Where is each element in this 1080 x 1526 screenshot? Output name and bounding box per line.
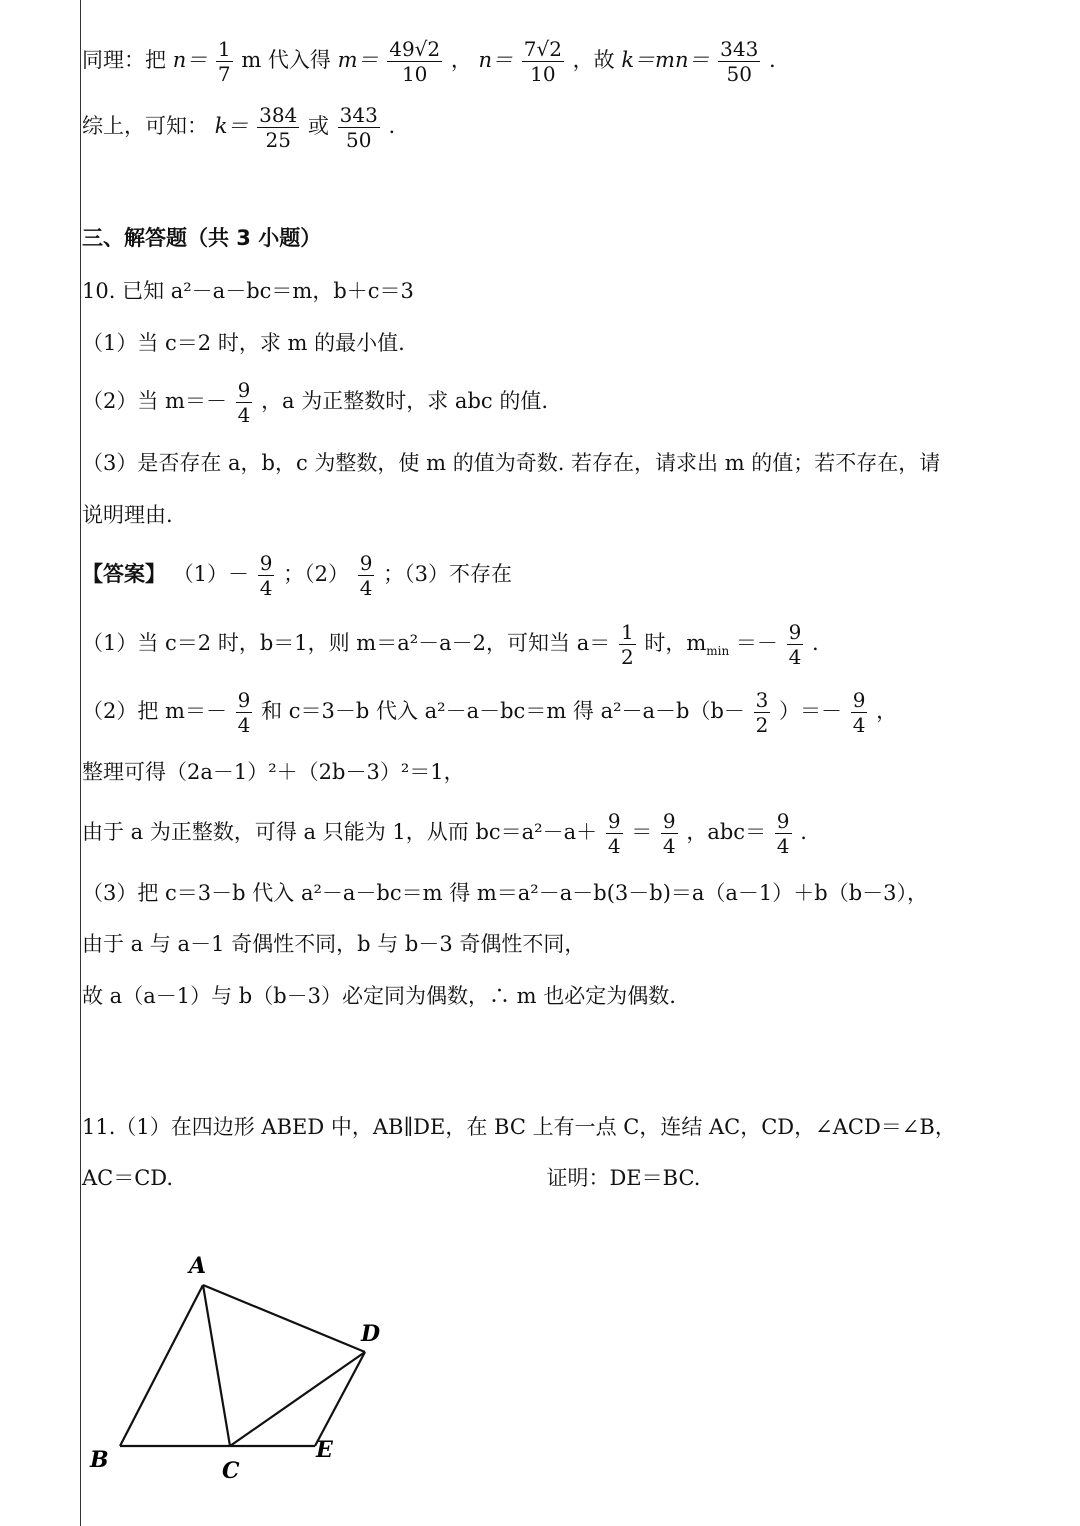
label-c: C: [222, 1458, 240, 1484]
fraction-s2l3-second: $\frac{9}{4}$: [662, 809, 676, 858]
fraction-min-value: $\frac{9}{4}$: [788, 620, 802, 669]
fraction-abc-value: $\frac{9}{4}$: [776, 809, 790, 858]
q10-solution2-line1: （2）把 m＝－ $\frac{9}{4}$ 和 c＝3－b 代入 a²－a－bc＝m 得 a²－a－b（b－ $\frac{3}{2}$ ）＝－ $\frac{9}{4}$ ，: [82, 688, 898, 737]
fraction-k-value: $\frac{343}{50}$: [720, 37, 759, 86]
segment-ad: [203, 1285, 365, 1352]
segment-ab: [120, 1285, 203, 1446]
fraction-k-first: $\frac{384}{25}$: [259, 103, 298, 152]
label-d: D: [361, 1321, 381, 1347]
q10-part3-line1: （3）是否存在 a，b，c 为整数，使 m 的值为奇数. 若存在，请求出 m 的值；若不存在，请: [82, 451, 941, 475]
fraction-m-value: $\frac{49√2}{10}$: [389, 37, 441, 86]
q10-solution1: （1）当 c＝2 时，b＝1，则 m＝a²－a－2，可知当 a＝ $\frac{1}{2}$ 时，$m_{min}$ ＝－ $\frac{9}{4}$ .: [82, 620, 819, 669]
solution-conclusion-line: 综上，可知： k＝ $\frac{384}{25}$ 或 $\frac{343}{50}$ .: [82, 103, 396, 152]
fraction-nine-fourths: $\frac{9}{4}$: [237, 378, 251, 427]
q11-line2: AC＝CD. 证明：DE＝BC.: [82, 1166, 701, 1190]
fraction-answer2: $\frac{9}{4}$: [359, 551, 373, 600]
fraction-three-halves: $\frac{3}{2}$: [755, 688, 769, 737]
q10-part1: （1）当 c＝2 时，求 m 的最小值.: [82, 331, 405, 355]
fraction-one-seventh: $\frac{1}{7}$: [217, 37, 231, 86]
q10-solution2-line2: 整理可得（2a－1）²＋（2b－3）²＝1，: [82, 760, 465, 784]
solution-line-same-method: 同理：把 n＝ $\frac{1}{7}$ m 代入得 m＝ $\frac{49√2}{10}$ ， n＝ $\frac{7√2}{10}$ ，故 k＝mn＝ $\frac{343}{50}$ .: [82, 37, 776, 86]
q11-line1: 11.（1）在四边形 ABED 中，AB∥DE，在 BC 上有一点 C，连结 AC，CD，∠ACD＝∠B，: [82, 1115, 956, 1139]
fraction-s2-first: $\frac{9}{4}$: [237, 688, 251, 737]
label-a: A: [189, 1253, 207, 1279]
segment-ac: [203, 1285, 230, 1446]
segment-cd: [230, 1352, 365, 1446]
q10-solution3-line1: （3）把 c＝3－b 代入 a²－a－bc＝m 得 m＝a²－a－b(3－b)＝a（a－1）＋b（b－3），: [82, 881, 929, 905]
label-b: B: [90, 1447, 109, 1473]
q10-solution3-line3: 故 a（a－1）与 b（b－3）必定同为偶数，∴ m 也必定为偶数.: [82, 984, 676, 1008]
label-e: E: [316, 1437, 333, 1463]
fraction-answer1: $\frac{9}{4}$: [259, 551, 273, 600]
left-margin-line: [80, 0, 81, 1526]
q10-part2: （2）当 m＝－ $\frac{9}{4}$ ，a 为正整数时，求 abc 的值.: [82, 378, 549, 427]
q10-answer: 【答案】 （1）－ $\frac{9}{4}$ ；（2） $\frac{9}{4}$ ；（3）不存在: [82, 551, 513, 600]
q10-part3-line2: 说明理由.: [82, 503, 173, 527]
q10-solution3-line2: 由于 a 与 a－1 奇偶性不同，b 与 b－3 奇偶性不同，: [82, 932, 586, 956]
quadrilateral-figure: [85, 1245, 405, 1495]
q10-solution2-line3: 由于 a 为正整数，可得 a 只能为 1，从而 bc＝a²－a＋ $\frac{9}{4}$ ＝ $\frac{9}{4}$ ，abc＝ $\frac{9}{4}$ .: [82, 809, 807, 858]
q10-stem: 10. 已知 a²－a－bc＝m，b＋c＝3: [82, 279, 414, 303]
segment-de: [315, 1352, 365, 1446]
section-heading: 三、解答题（共 3 小题）: [82, 226, 322, 250]
fraction-s2l3-first: $\frac{9}{4}$: [607, 809, 621, 858]
fraction-k-second: $\frac{343}{50}$: [339, 103, 378, 152]
fraction-n-value: $\frac{7√2}{10}$: [523, 37, 562, 86]
fraction-s2-last: $\frac{9}{4}$: [852, 688, 866, 737]
fraction-one-half: $\frac{1}{2}$: [620, 620, 634, 669]
